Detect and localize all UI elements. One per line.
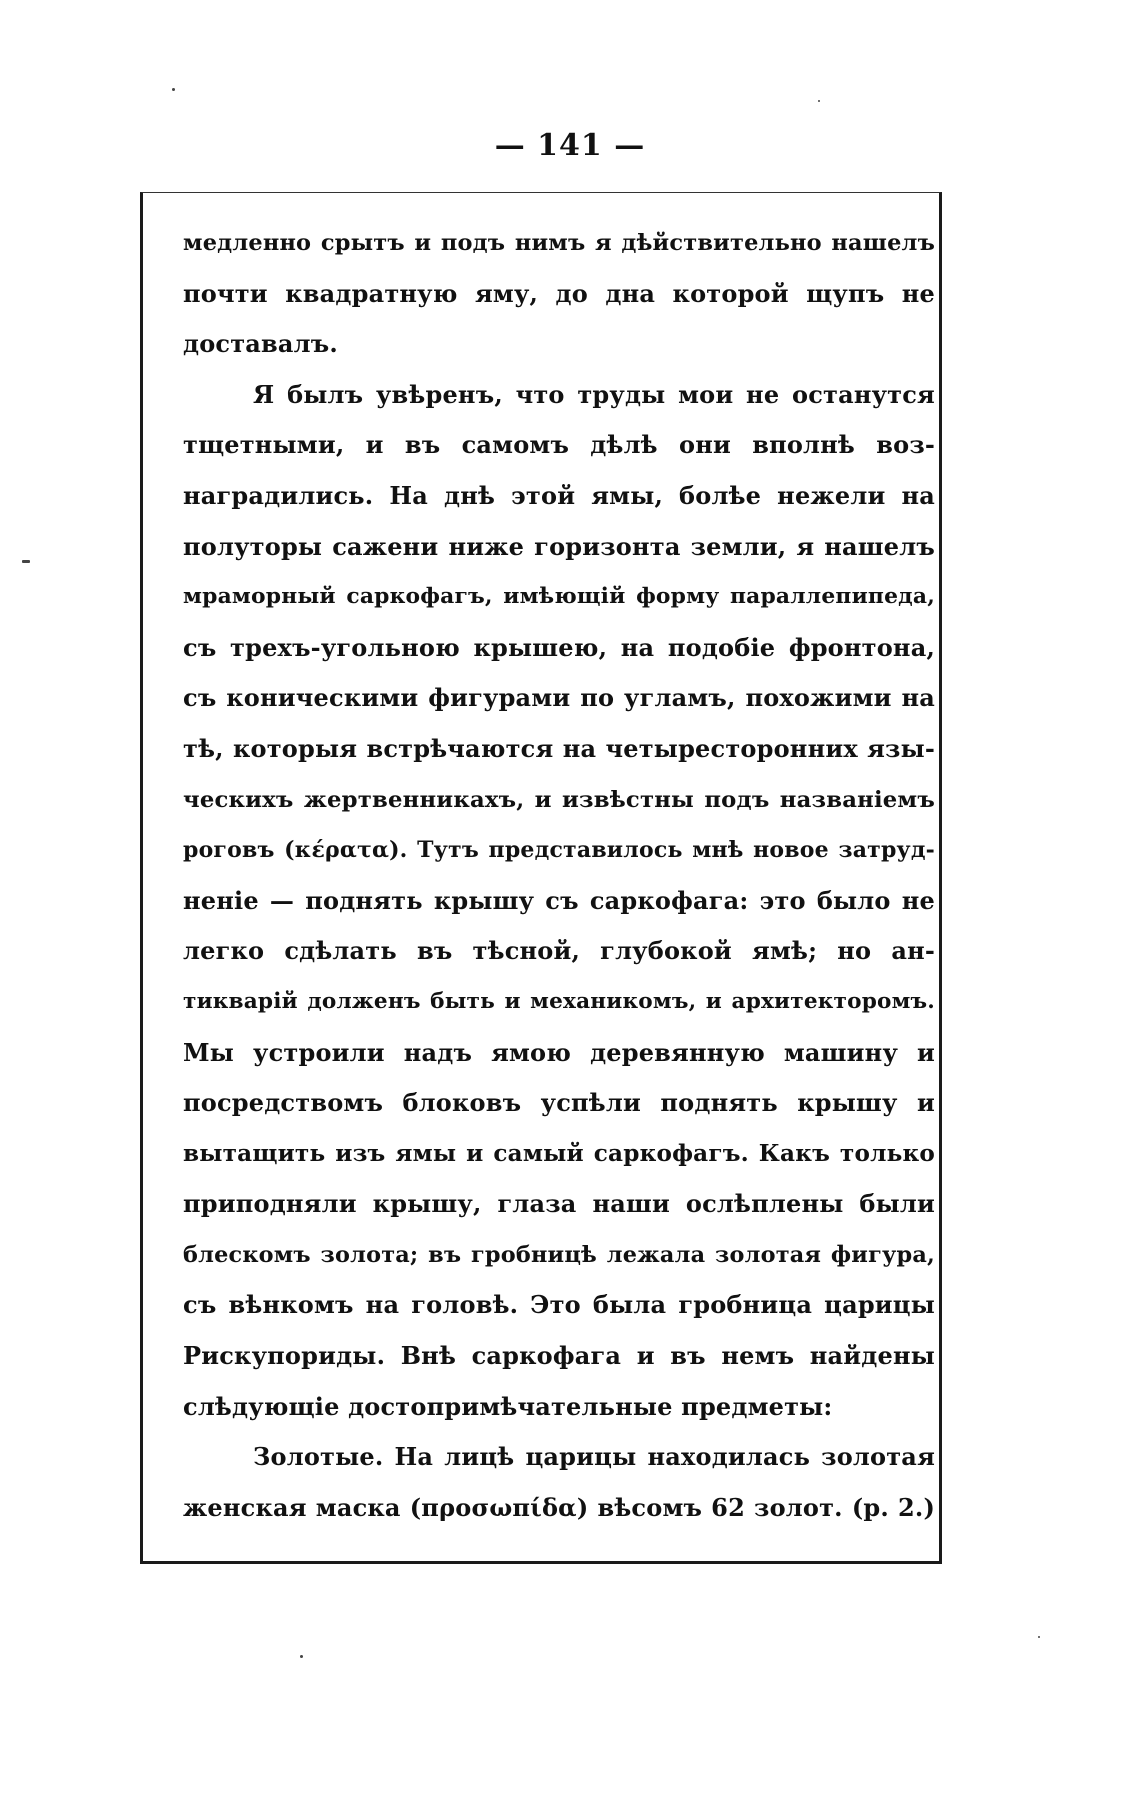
scan-speck — [300, 1655, 303, 1658]
text-line: съ вѣнкомъ на головѣ. Это была гробница царицы — [183, 1290, 935, 1320]
text-line: Рискупориды. Внѣ саркофага и въ немъ найдены — [183, 1341, 935, 1371]
text-line: легко сдѣлать въ тѣсной, глубокой ямѣ; но ан- — [183, 936, 935, 966]
text-line: наградились. На днѣ этой ямы, болѣе нежели на — [183, 480, 935, 510]
paragraph-start-line: Золотые. На лицѣ царицы находилась золотая — [253, 1442, 935, 1472]
text-line: неніе — поднять крышу съ саркофага: это было не — [183, 885, 935, 915]
body-text — [183, 218, 935, 1533]
text-line: полуторы сажени ниже горизонта земли, я нашелъ — [183, 531, 935, 561]
scan-speck — [22, 560, 30, 563]
text-line: медленно срытъ и подъ нимъ я дѣйствительно нашелъ — [183, 230, 935, 256]
text-line: почти квадратную яму, до дна которой щупъ не — [183, 278, 935, 308]
text-line: роговъ (κέρατα). Тутъ представилось мнѣ новое затруд- — [183, 837, 935, 864]
text-line: тѣ, которыя встрѣчаются на четыресторонних язы- — [183, 733, 935, 763]
scan-speck — [1038, 1636, 1040, 1638]
scan-speck — [818, 100, 820, 102]
text-line: съ коническими фигурами по угламъ, похожими на — [183, 683, 935, 713]
text-line: женская маска (προσωπίδα) вѣсомъ 62 золот. (р. 2.) — [183, 1492, 935, 1522]
page-number: — 141 — — [494, 128, 646, 163]
text-line: Мы устроили надъ ямою деревянную машину и — [183, 1037, 935, 1067]
text-line: слѣдующіе достопримѣчательные предметы: — [183, 1391, 833, 1421]
text-line: съ трехъ-угольною крышею, на подобіе фронтона, — [183, 632, 935, 662]
text-line: мраморный саркофагъ, имѣющій форму параллепипеда, — [183, 584, 935, 610]
text-line: блескомъ золота; въ гробницѣ лежала золотая фигура, — [183, 1241, 935, 1268]
text-line: приподняли крышу, глаза наши ослѣплены были — [183, 1189, 935, 1219]
text-line: тщетными, и въ самомъ дѣлѣ они вполнѣ воз- — [183, 430, 935, 460]
text-line: ческихъ жертвенникахъ, и извѣстны подъ названіемъ — [183, 786, 935, 813]
text-line: посредствомъ блоковъ успѣли поднять крышу и — [183, 1088, 935, 1118]
text-line: вытащить изъ ямы и самый саркофагъ. Какъ только — [183, 1139, 935, 1167]
text-line: доставалъ. — [183, 329, 338, 359]
paragraph-start-line: Я былъ увѣренъ, что труды мои не останутся — [253, 379, 935, 409]
text-line: тикварій долженъ быть и механикомъ, и архитекторомъ. — [183, 988, 935, 1014]
scan-speck — [172, 88, 175, 91]
